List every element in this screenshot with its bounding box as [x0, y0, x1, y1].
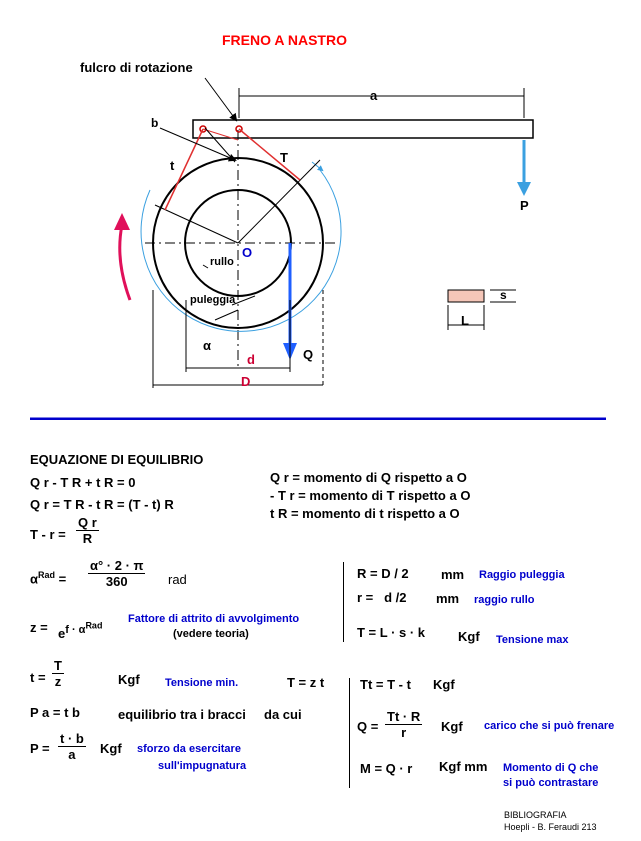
Pa-equation: P a = t b — [30, 705, 80, 720]
R-note: Raggio puleggia — [479, 569, 565, 581]
equation-3-fraction — [76, 515, 99, 546]
label-P: P — [520, 198, 529, 213]
Q-fraction — [385, 709, 422, 740]
M-note-1: Momento di Q che — [503, 762, 599, 774]
t-denominator: z — [54, 674, 62, 689]
z-note-2: (vedere teoria) — [173, 628, 249, 640]
alpha-unit: rad — [168, 572, 187, 587]
bibliography-ref: Hoepli - B. Feraudi 213 — [504, 822, 597, 832]
z-formula — [58, 620, 102, 641]
t-lhs: t = — [30, 670, 46, 685]
label-rullo: rullo — [210, 256, 234, 268]
M-formula: M = Q · r — [360, 761, 413, 776]
r-unit: mm — [436, 591, 460, 606]
P-numerator: t · b — [60, 731, 84, 746]
r-note: raggio rullo — [474, 594, 535, 606]
section-title: EQUAZIONE DI EQUILIBRIO — [30, 452, 204, 467]
Q-numerator: Tt · R — [387, 709, 421, 724]
fulcrum-label: fulcro di rotazione — [80, 60, 193, 75]
definition-1: Q r = momento di Q rispetto a O — [270, 470, 467, 485]
t-numerator: T — [54, 658, 62, 673]
equation-2: Q r = T R - t R = (T - t) R — [30, 497, 174, 512]
lever-bar — [193, 120, 533, 138]
P-fraction — [58, 731, 86, 762]
label-d: d — [247, 352, 255, 367]
equation-1: Q r - T R + t R = 0 — [30, 475, 136, 490]
t-unit: Kgf — [118, 672, 140, 687]
P-unit: Kgf — [100, 741, 122, 756]
label-T: T — [280, 150, 288, 165]
bibliography-title: BIBLIOGRAFIA — [504, 810, 567, 820]
alpha-rad-sup: Rad — [38, 570, 56, 580]
right-panel-divider-bottom — [349, 678, 350, 788]
rotation-arrow — [120, 225, 130, 300]
label-D: D — [241, 374, 251, 389]
label-b: b — [151, 116, 159, 130]
label-alpha: α — [203, 338, 211, 353]
r-formula: r = d /2 — [357, 590, 407, 605]
z-exp-text: f · α — [65, 623, 86, 636]
definition-3: t R = momento di t rispetto a O — [270, 506, 460, 521]
label-O: O — [242, 245, 253, 260]
t-fraction — [52, 658, 64, 689]
Tt-unit: Kgf — [433, 677, 455, 692]
alpha-denominator: 360 — [105, 574, 128, 589]
Q-denominator: r — [401, 725, 407, 740]
T-equals-zt: T = z t — [287, 675, 325, 690]
P-denominator: a — [68, 747, 76, 762]
z-lhs: z = — [30, 620, 48, 635]
radius-line-T — [238, 160, 320, 243]
z-exponent — [65, 620, 103, 636]
Pa-note-1: equilibrio tra i bracci — [118, 707, 246, 722]
M-unit: Kgf mm — [439, 759, 488, 774]
band-side-T — [239, 129, 300, 180]
equation-3-lhs: T - r = — [30, 527, 66, 542]
P-note-1: sforzo da esercitare — [137, 743, 241, 755]
Pa-note-2: da cui — [264, 707, 302, 722]
alpha-fraction — [88, 558, 145, 589]
Q-note: carico che si può frenare — [484, 720, 615, 732]
t-note: Tensione min. — [165, 677, 239, 689]
band-section-rect — [448, 290, 484, 302]
P-note-2: sull'impugnatura — [158, 760, 247, 772]
page-title: FRENO A NASTRO — [222, 32, 347, 48]
equation-3-denominator: R — [82, 531, 93, 546]
label-puleggia: puleggia — [190, 294, 236, 306]
alpha-rad-lhs — [30, 570, 66, 586]
label-s: s — [500, 288, 507, 302]
definition-2: - T r = momento di T rispetto a O — [270, 488, 471, 503]
alpha-numerator: α° · 2 · π — [90, 558, 144, 573]
Q-unit: Kgf — [441, 719, 463, 734]
equation-3-numerator: Q r — [78, 515, 97, 530]
T-max-note: Tensione max — [496, 634, 569, 646]
Q-lhs: Q = — [357, 719, 379, 734]
T-max-formula: T = L · s · k — [357, 625, 426, 640]
P-lhs: P = — [30, 741, 50, 756]
z-exp-sup: Rad — [85, 620, 103, 630]
Tt-formula: Tt = T - t — [360, 677, 411, 692]
label-t: t — [170, 158, 175, 173]
R-unit: mm — [441, 567, 465, 582]
label-a: a — [370, 88, 378, 103]
alpha-symbol: α — [30, 571, 38, 587]
z-base: e — [58, 625, 66, 641]
right-panel-divider-top — [343, 562, 344, 642]
M-note-2: si può contrastare — [503, 777, 599, 789]
z-note-1: Fattore di attrito di avvolgimento — [128, 613, 300, 625]
label-Q: Q — [303, 347, 314, 362]
label-L: L — [461, 313, 469, 328]
R-formula: R = D / 2 — [357, 566, 409, 581]
alpha-eq-sign: = — [58, 571, 67, 587]
T-max-unit: Kgf — [458, 629, 480, 644]
